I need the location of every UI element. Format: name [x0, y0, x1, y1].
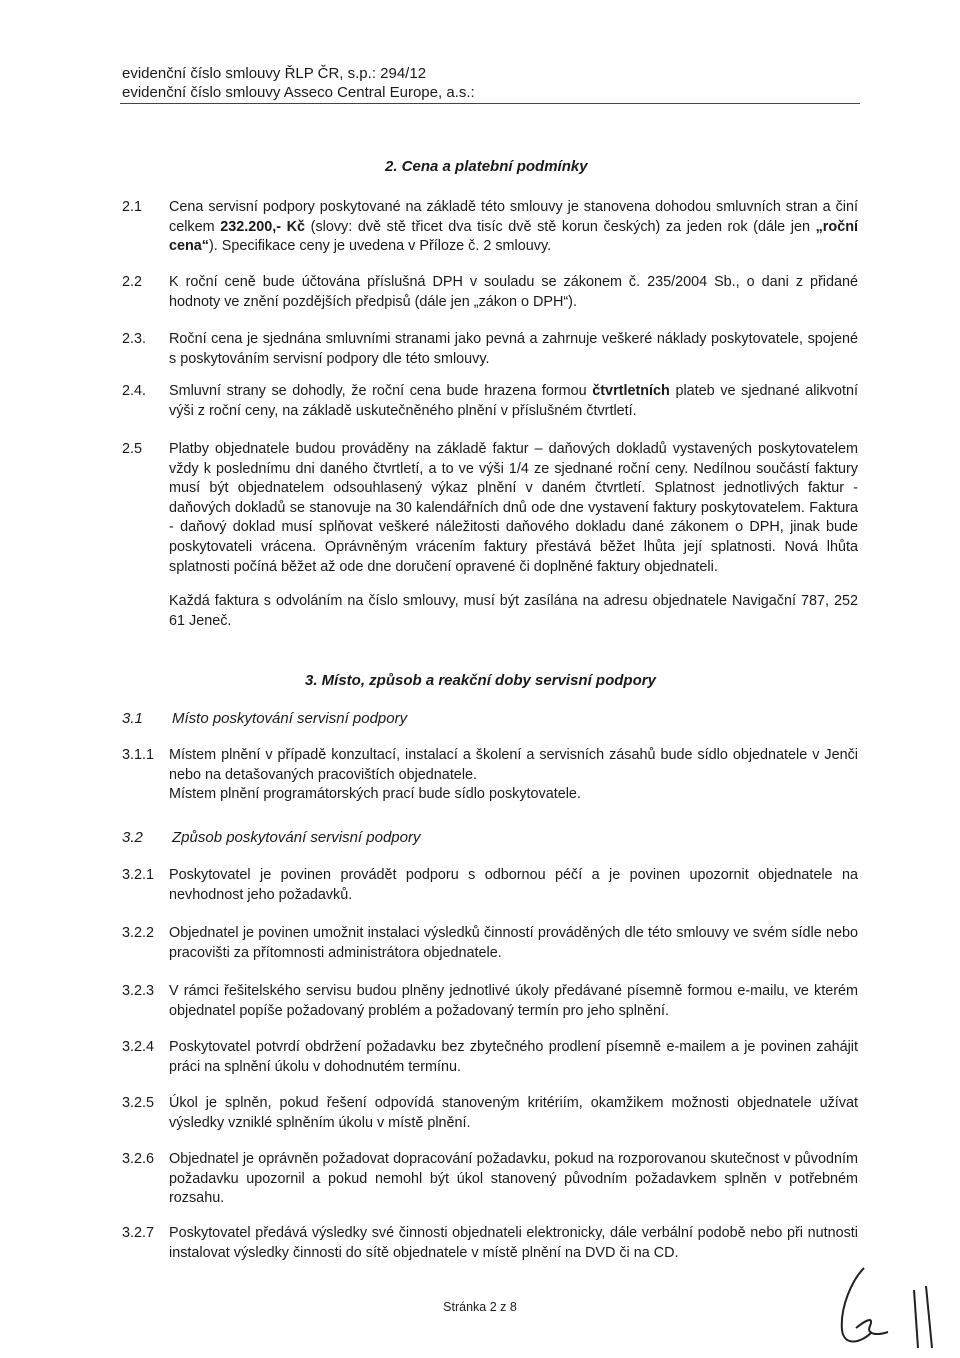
paragraph-number: 3.1.1 [122, 747, 155, 763]
paragraph-text: Místem plnění v případě konzultací, instalací a školení a servisních zásahů bude sídlo objednatele v Jenči nebo na detašovaných pracovištích objednatele. Místem plnění programátorských prací bude sídlo poskytovatele. [169, 747, 858, 803]
paragraph-text: Roční cena je sjednána smluvními stranami jako pevná a zahrnuje veškeré náklady poskytovatele, spojené s poskytováním servisní podpory dle této smlouvy. [169, 331, 858, 367]
handwritten-initials [830, 1262, 950, 1352]
paragraph-number: 2.3. [122, 331, 147, 347]
paragraph-number: 3.2.1 [122, 867, 155, 883]
subsection-label: Způsob poskytování servisní podpory [172, 829, 421, 846]
paragraph-text: V rámci řešitelského servisu budou plněny jednotlivé úkoly předávané písemně formou e-mailu, ve kterém objednatel popíše požadovaný problém a požadovaný termín pro jeho splnění. [169, 983, 858, 1019]
paragraph-number: 2.4. [122, 383, 147, 399]
page-number: Stránka 2 z 8 [443, 1300, 517, 1314]
paragraph-number: 2.5 [122, 441, 143, 457]
subsection-label: Místo poskytování servisní podpory [172, 710, 408, 727]
subsection-number: 3.1 [122, 710, 143, 727]
paragraph-text: Platby objednatele budou prováděny na základě faktur – daňových dokladů vystavených poskytovatelem vždy k poslednímu dni daného čtvrtletí, a to ve výši 1/4 ze sjednané roční ceny. Nedílnou součástí faktury musí být objednatelem odsouhlasený výkaz plnění v daném čtvrtletí. Splatnost jednotlivých faktur - daňových dokladů se stanovuje na 30 kalendářních dnů ode dne vystavení faktury poskytovatelem. Faktura - daňový doklad musí splňovat veškeré náležitosti daňového dokladu dané zákonem o DPH, jinak bude poskytovateli vrácena. Oprávněným vrácením faktury přestává běžet lhůta její splatnosti. Nová lhůta splatnosti počíná běžet až ode dne doručení opravené či doplněné faktury objednateli. Každá faktura s odvoláním na číslo smlouvy, musí být zasílána na adresu objednatele Navigační 787, 252 61 Jeneč. [169, 441, 858, 629]
paragraph-text: Objednatel je oprávněn požadovat dopracování požadavku, pokud na rozporovanou skutečnost v původním požadavku upozornil a pokud nemohl být úkol stanovený původním požadavkem splněn v potřebném rozsahu. [169, 1151, 858, 1207]
paragraph-text: K roční ceně bude účtována příslušná DPH v souladu se zákonem č. 235/2004 Sb., o dani z přidané hodnoty ve znění pozdějších předpisů (dále jen „zákon o DPH“). [169, 274, 858, 310]
paragraph-text: Objednatel je povinen umožnit instalaci výsledků činností prováděných dle této smlouvy ve svém sídle nebo pracovišti za přítomnosti administrátora objednatele. [169, 925, 858, 961]
paragraph-number: 3.2.4 [122, 1039, 155, 1055]
contract-number-asseco: evidenční číslo smlouvy Asseco Central Europe, a.s.: [122, 84, 475, 101]
paragraph-text: Cena servisní podpory poskytované na základě této smlouvy je stanovena dohodou smluvních stran a činí celkem 232.200,- Kč (slovy: dvě stě třicet dva tisíc dvě stě korun českých) za jeden rok (dále jen „roční cena“). Specifikace ceny je uvedena v Příloze č. 2 smlouvy. [169, 199, 858, 255]
section-3-title: 3. Místo, způsob a reakční doby servisní podpory [305, 672, 656, 689]
paragraph-number: 3.2.6 [122, 1151, 155, 1167]
paragraph-text: Úkol je splněn, pokud řešení odpovídá stanoveným kritériím, okamžikem možnosti objednatele užívat výsledky vzniklé splněním úkolu v místě plnění. [169, 1095, 858, 1131]
document-header [122, 64, 475, 102]
paragraph-number: 2.1 [122, 199, 143, 215]
header-divider [120, 103, 860, 104]
paragraph-text: Poskytovatel potvrdí obdržení požadavku bez zbytečného prodlení písemně e-mailem a je povinen zahájit práci na splnění úkolu v dohodnutém termínu. [169, 1039, 858, 1075]
paragraph-text: Smluvní strany se dohodly, že roční cena bude hrazena formou čtvrtletních plateb ve sjednané alikvotní výši z roční ceny, na základě uskutečněného plnění v příslušném čtvrtletí. [169, 383, 858, 419]
paragraph-number: 2.2 [122, 274, 143, 290]
paragraph-number: 3.2.2 [122, 925, 155, 941]
subsection-number: 3.2 [122, 829, 143, 846]
section-2-title: 2. Cena a platební podmínky [385, 158, 588, 175]
contract-number-rlp: evidenční číslo smlouvy ŘLP ČR, s.p.: 294/12 [122, 65, 427, 82]
paragraph-number: 3.2.7 [122, 1225, 155, 1241]
paragraph-text: Poskytovatel je povinen provádět podporu s odbornou péčí a je povinen upozornit objednatele na nevhodnost jeho požadavků. [169, 867, 858, 903]
paragraph-number: 3.2.5 [122, 1095, 155, 1111]
paragraph-text: Poskytovatel předává výsledky své činnosti objednateli elektronicky, dále verbální podobě nebo při nutnosti instalovat výsledky činnosti do sítě objednatele v místě plnění na DVD či na CD. [169, 1225, 858, 1261]
paragraph-number: 3.2.3 [122, 983, 155, 999]
